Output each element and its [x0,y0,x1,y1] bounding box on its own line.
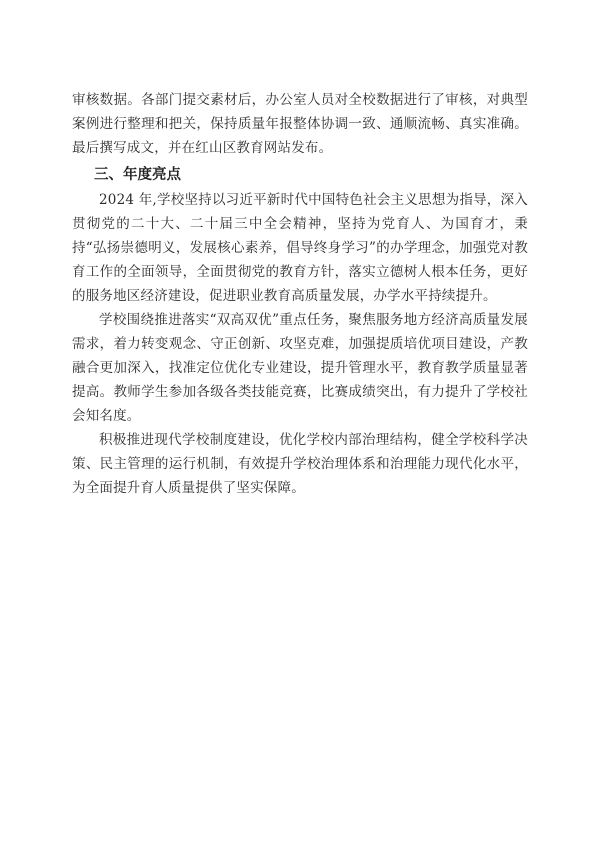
body-paragraph-2: 学校围绕推进落实“双高双优”重点任务，聚焦服务地方经济高质量发展需求，着力转变观念、守正创新、攻坚克难，加强提质培优项目建设，产教融合更加深入，找准定位优化专业建设，提升管理水平，教育教学质量显著提高。教师学生参加各级各类技能竞赛，比赛成绩突出，有力提升了学校社会知名度。 [72,312,528,424]
body-paragraph-1: 2024 年,学校坚持以习近平新时代中国特色社会主义思想为指导，深入贯彻党的二十大、二十届三中全会精神，坚持为党育人、为国育才，秉持“弘扬崇德明义，发展核心素养，倡导终身学习”的办学理念，加强党对教育工作的全面领导，全面贯彻党的教育方针，落实立德树人根本任务，更好的服务地区经济建设，促进职业教育高质量发展，办学水平持续提升。 [72,192,528,304]
document-page [72,88,528,500]
section-heading: 三、年度亮点 [94,167,181,183]
body-paragraph-3: 积极推进现代学校制度建设，优化学校内部治理结构，健全学校科学决策、民主管理的运行机制，有效提升学校治理体系和治理能力现代化水平，为全面提升育人质量提供了坚实保障。 [72,432,528,496]
intro-paragraph: 审核数据。各部门提交素材后，办公室人员对全校数据进行了审核，对典型案例进行整理和把关，保持质量年报整体协调一致、通顺流畅、真实准确。最后撰写成文，并在红山区教育网站发布。 [72,92,528,156]
